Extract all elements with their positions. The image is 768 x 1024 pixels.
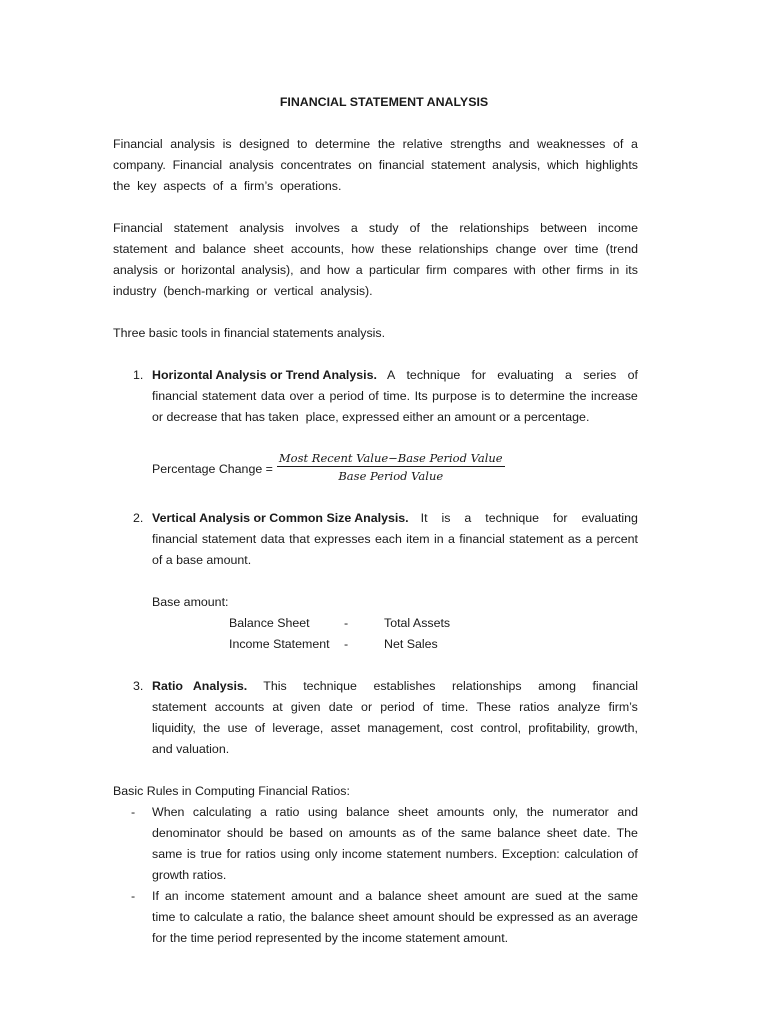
word: how [351, 242, 374, 256]
word: its [625, 263, 638, 277]
word: a [246, 910, 254, 924]
word: balance [202, 242, 247, 256]
word: Exception: [501, 847, 560, 861]
word: on [328, 826, 343, 840]
word: firm [426, 263, 447, 277]
word: on [358, 158, 372, 172]
word: as [402, 826, 416, 840]
word: expresses [314, 532, 371, 546]
item-3-heading: Ratio Analysis. [152, 679, 248, 693]
document-title: FINANCIAL STATEMENT ANALYSIS [279, 95, 489, 109]
word: and [508, 137, 530, 151]
word: of [627, 368, 638, 382]
word: at [568, 889, 579, 903]
word: using [280, 847, 311, 861]
word: use [227, 721, 248, 735]
word: sheet [427, 889, 458, 903]
word: control, [480, 721, 522, 735]
word: involves [295, 221, 340, 235]
item-2-line-3: of a base amount. [152, 553, 252, 567]
word: increase [590, 389, 638, 403]
word: these [381, 242, 412, 256]
word: of [612, 137, 624, 151]
list-number-1: 1. [133, 368, 144, 382]
word: income [184, 889, 225, 903]
word: These [476, 700, 511, 714]
word: financial [459, 532, 505, 546]
word: and [617, 805, 638, 819]
base-row-2-value: Net Sales [384, 637, 438, 651]
word: the [203, 721, 221, 735]
word: financial [152, 389, 198, 403]
bullet-1-line-2 [152, 825, 638, 841]
word: same [152, 847, 183, 861]
item-1-line-1-rest [387, 367, 638, 383]
word: statement [113, 242, 168, 256]
word: to [297, 137, 308, 151]
word: at [272, 700, 283, 714]
word: how [326, 263, 350, 277]
word: numerator [552, 805, 609, 819]
word: highlights [585, 158, 638, 172]
word: should [438, 910, 475, 924]
item-2-line-2 [152, 531, 638, 547]
word: in [433, 532, 444, 546]
word: sued [535, 889, 563, 903]
item-2-heading: Vertical Analysis or Common Size Analysis. [152, 511, 409, 525]
word: or [164, 263, 176, 277]
word: among [538, 679, 576, 693]
rules-heading: Basic Rules in Computing Financial Ratios: [113, 784, 350, 798]
word: should [226, 826, 264, 840]
word: of [409, 221, 420, 235]
word: and [299, 263, 321, 277]
word: balance [346, 805, 390, 819]
word: ratios [245, 847, 276, 861]
word: management, [367, 721, 444, 735]
word: balance [310, 910, 355, 924]
word: sheet [546, 826, 577, 840]
base-row-2-name: Income Statement [229, 637, 330, 651]
word: analysis [239, 221, 284, 235]
bullet-1-dash: - [131, 805, 136, 819]
word: is [222, 137, 232, 151]
word: leverage, [272, 721, 324, 735]
word: be [478, 910, 493, 924]
word: technique [303, 679, 357, 693]
word: amount [463, 889, 506, 903]
word: date. [583, 826, 611, 840]
word: The [616, 826, 638, 840]
paragraph-2-line-2 [113, 241, 638, 257]
paragraph-2-line-4: industry (bench-marking or vertical analysis). [113, 284, 373, 298]
word: sheet [253, 242, 284, 256]
word: sheet [358, 910, 389, 924]
word: date [328, 700, 353, 714]
word: a [464, 511, 472, 525]
word: to [179, 910, 190, 924]
word: over [289, 389, 314, 403]
formula-label: Percentage Change = [152, 461, 273, 476]
bullet-2-line-2 [152, 909, 638, 925]
word: amounts [348, 826, 397, 840]
word: particular [368, 263, 420, 277]
word: liquidity, [152, 721, 196, 735]
word: and [338, 889, 360, 903]
word: or [361, 700, 373, 714]
word: statement [230, 889, 286, 903]
word: firms [576, 263, 604, 277]
word: are [511, 889, 530, 903]
word: ratio [275, 805, 300, 819]
word: only, [492, 805, 519, 819]
word: time. [383, 389, 411, 403]
word: growth, [597, 721, 638, 735]
word: establishes [373, 679, 436, 693]
word: of [627, 847, 638, 861]
word: to [494, 389, 506, 403]
word: with [513, 263, 536, 277]
word: a [565, 368, 572, 382]
word: relationships [459, 221, 529, 235]
word: true [200, 847, 222, 861]
item-1-line-1 [152, 367, 638, 383]
word: evaluating [497, 368, 554, 382]
word: as [558, 910, 572, 924]
word: given [290, 700, 321, 714]
base-row-1-value: Total Assets [384, 616, 451, 630]
bullet-1-line-1 [152, 804, 638, 820]
word: each [374, 532, 402, 546]
word: amount [291, 889, 333, 903]
word: amount [392, 910, 435, 924]
word: statement [173, 221, 229, 235]
word: Its [414, 389, 428, 403]
word: Financial [113, 137, 163, 151]
word: expressed [496, 910, 554, 924]
word: an [575, 910, 590, 924]
word: balance [497, 826, 541, 840]
word: the [584, 889, 602, 903]
word: relationships [418, 242, 489, 256]
word: analysis [170, 137, 215, 151]
bullet-1-line-3 [152, 846, 638, 862]
word: evaluating [581, 511, 638, 525]
word: time [574, 242, 599, 256]
bullet-1-line-4: growth ratios. [152, 868, 227, 882]
word: analysis [113, 263, 158, 277]
word: a [350, 221, 358, 235]
word: determine [315, 137, 371, 151]
word: ratios [519, 700, 550, 714]
percentage-change-formula [152, 450, 505, 484]
word: income [342, 847, 382, 861]
word: cost [450, 721, 474, 735]
list-number-3: 3. [133, 679, 144, 693]
word: analyze [557, 700, 601, 714]
formula-numerator: Most Recent Value−Base Period Value [278, 451, 503, 465]
word: which [547, 158, 579, 172]
word: the [289, 910, 307, 924]
word: same [460, 826, 492, 840]
word: numbers. [445, 847, 498, 861]
word: relationships [451, 679, 522, 693]
item-1-line-2 [152, 388, 638, 404]
word: horizontal [181, 263, 236, 277]
paragraph-3: Three basic tools in financial statements analysis. [113, 326, 386, 340]
word: data [260, 389, 285, 403]
word: analysis, [492, 158, 541, 172]
word: a [448, 532, 455, 546]
word: denominator [152, 826, 221, 840]
base-amount-label: Base amount: [152, 595, 229, 609]
word: If [152, 889, 159, 903]
bullet-2-line-3: for the time period represented by the income statement amount. [152, 931, 509, 945]
word: relative [402, 137, 443, 151]
word: statement [509, 532, 564, 546]
word: (trend [605, 242, 638, 256]
base-row-1-dash: - [344, 616, 349, 630]
item-1-line-3: or decrease that has taken place, expressed either an amount or a percentage. [152, 410, 590, 424]
word: firm’s [608, 700, 638, 714]
word: A [386, 368, 396, 382]
word: statement [152, 700, 207, 714]
paragraph-2-line-1 [113, 220, 638, 236]
word: analysis), [241, 263, 294, 277]
word: is [481, 389, 491, 403]
formula-fraction [277, 451, 505, 483]
word: company. [113, 158, 166, 172]
item-2-line-1 [152, 510, 638, 526]
base-row-1-name: Balance Sheet [229, 616, 310, 630]
paragraph-2-line-3 [113, 262, 638, 278]
word: in [609, 263, 620, 277]
word: of [421, 826, 432, 840]
word: financial [592, 679, 638, 693]
word: weaknesses [537, 137, 606, 151]
word: balance [378, 889, 422, 903]
word: data [260, 532, 285, 546]
paragraph-1-line-2 [113, 157, 638, 173]
word: of [254, 721, 266, 735]
word: calculate [193, 910, 243, 924]
word: strengths [450, 137, 502, 151]
word: percent [596, 532, 638, 546]
word: study [368, 221, 399, 235]
word: is [186, 847, 196, 861]
word: for [471, 368, 486, 382]
word: other [542, 263, 571, 277]
word: financial [152, 532, 198, 546]
word: the [526, 805, 544, 819]
list-number-2: 2. [133, 511, 144, 525]
item-1-heading: Horizontal Analysis or Trend Analysis. [152, 368, 377, 382]
formula-denominator: Base Period Value [338, 469, 444, 483]
word: statement [386, 847, 442, 861]
word: a [355, 263, 363, 277]
word: analysis [228, 158, 274, 172]
item-3-line-4: and valuation. [152, 742, 230, 756]
word: over [543, 242, 568, 256]
word: between [540, 221, 587, 235]
word: item [406, 532, 430, 546]
word: an [164, 889, 179, 903]
word: amounts [436, 805, 485, 819]
word: technique [485, 511, 540, 525]
word: and [174, 242, 196, 256]
item-2-line-1-rest [421, 510, 638, 526]
word: be [269, 826, 284, 840]
word: the [431, 221, 449, 235]
word: that [289, 532, 310, 546]
word: of [422, 700, 434, 714]
word: a [585, 532, 593, 546]
item-3-line-3 [152, 720, 638, 736]
word: statement [201, 532, 257, 546]
word: concentrates [280, 158, 352, 172]
word: ratio, [257, 910, 286, 924]
word: change [495, 242, 537, 256]
word: series [583, 368, 617, 382]
word: When [152, 805, 185, 819]
word: calculation [564, 847, 623, 861]
word: time [152, 910, 176, 924]
word: designed [239, 137, 290, 151]
word: the [377, 137, 396, 151]
word: for [553, 511, 568, 525]
bullet-2-dash: - [131, 889, 136, 903]
word: income [598, 221, 638, 235]
bullet-2-line-1 [152, 888, 638, 904]
word: technique [406, 368, 461, 382]
word: financial [378, 158, 425, 172]
word: sheet [397, 805, 429, 819]
word: a [630, 137, 638, 151]
word: profitability, [528, 721, 591, 735]
word: the [569, 389, 587, 403]
word: period [329, 389, 364, 403]
word: determine [509, 389, 565, 403]
word: calculating [192, 805, 252, 819]
paragraph-1-line-3: the key aspects of a firm’s operations. [113, 179, 342, 193]
word: as [567, 532, 581, 546]
base-row-2-dash: - [344, 637, 349, 651]
word: of [368, 389, 379, 403]
word: a [365, 889, 373, 903]
word: statement [430, 158, 486, 172]
word: based [289, 826, 323, 840]
word: is [441, 511, 451, 525]
word: the [437, 826, 455, 840]
word: a [259, 805, 267, 819]
word: time. [441, 700, 469, 714]
word: for [226, 847, 241, 861]
word: a [318, 389, 325, 403]
word: same [607, 889, 638, 903]
word: statement [201, 389, 257, 403]
word: asset [330, 721, 361, 735]
word: Financial [113, 221, 163, 235]
word: accounts, [290, 242, 344, 256]
word: average [593, 910, 638, 924]
word: It [420, 511, 428, 525]
word: purpose [432, 389, 477, 403]
paragraph-1-line-1 [113, 136, 638, 152]
item-3-line-1 [152, 678, 638, 694]
word: This [263, 679, 287, 693]
item-3-line-1-rest [263, 678, 638, 694]
word: compares [453, 263, 508, 277]
word: using [307, 805, 338, 819]
word: only [314, 847, 338, 861]
word: Financial [172, 158, 223, 172]
word: accounts [214, 700, 265, 714]
item-3-line-2 [152, 699, 638, 715]
word: period [380, 700, 415, 714]
